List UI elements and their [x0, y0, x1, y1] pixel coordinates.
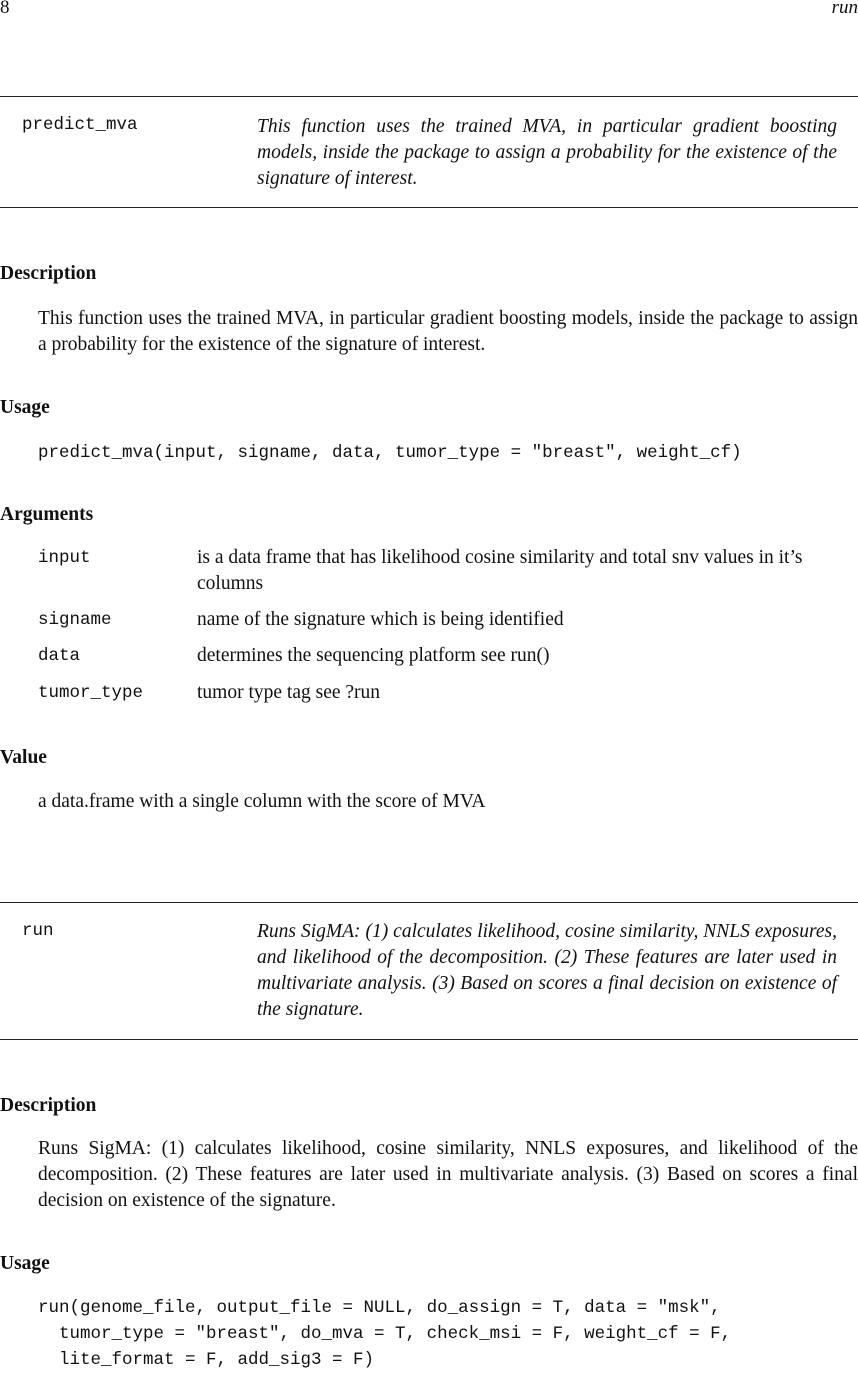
page-number: 8 [0, 0, 10, 18]
topic-title-run: Runs SigMA: (1) calculates likelihood, cosine similarity, NNLS exposures, and likelihood of the decomposition. (2) These features are later used in multivariate analysis. (3) Based on scores a final decision on existence of the signature. [257, 921, 837, 1020]
section-heading-usage: Usage [0, 1253, 50, 1274]
argument-name: tumor_type [38, 683, 144, 703]
section-heading-value: Value [0, 747, 47, 768]
section-heading-description: Description [0, 263, 97, 284]
argument-name: data [38, 646, 81, 666]
argument-description: is a data frame that has likelihood cosine similarity and total snv values in it’s columns [197, 547, 803, 594]
usage-code: predict_mva(input, signame, data, tumor_type = "breast", weight_cf) [38, 443, 742, 463]
section-heading-description: Description [0, 1095, 97, 1116]
usage-code: run(genome_file, output_file = NULL, do_assign = T, data = "msk", tumor_type = "breast", do_mva = T, check_msi = F, weight_cf = F, lite_format = F, add_sig3 = F) [38, 1298, 732, 1370]
description-text: Runs SigMA: (1) calculates likelihood, cosine similarity, NNLS exposures, and likelihood of the decomposition. (2) These features are later used in multivariate analysis. (3) Based on scores a final decision on existence of the signature. [38, 1138, 858, 1211]
topic-header-rule-top [0, 96, 858, 97]
argument-name: input [38, 548, 91, 568]
topic-title-predict-mva: This function uses the trained MVA, in particular gradient boosting models, inside the package to assign a probability for the existence of the signature of interest. [257, 116, 837, 189]
topic-header-rule-bottom [0, 207, 858, 208]
argument-description: name of the signature which is being identified [197, 609, 564, 630]
argument-name: signame [38, 610, 112, 630]
description-text: This function uses the trained MVA, in particular gradient boosting models, inside the package to assign a probability for the existence of the signature of interest. [38, 308, 858, 355]
section-heading-usage: Usage [0, 397, 50, 418]
section-heading-arguments: Arguments [0, 504, 94, 525]
running-title: run [831, 0, 858, 18]
argument-description: tumor type tag see ?run [197, 682, 381, 703]
topic-name-predict-mva: predict_mva [22, 115, 138, 135]
topic-header-rule-bottom [0, 1039, 858, 1040]
argument-description: determines the sequencing platform see run() [197, 645, 550, 666]
topic-header-rule-top [0, 902, 858, 903]
value-text: a data.frame with a single column with the score of MVA [38, 791, 486, 812]
topic-name-run: run [22, 921, 54, 941]
